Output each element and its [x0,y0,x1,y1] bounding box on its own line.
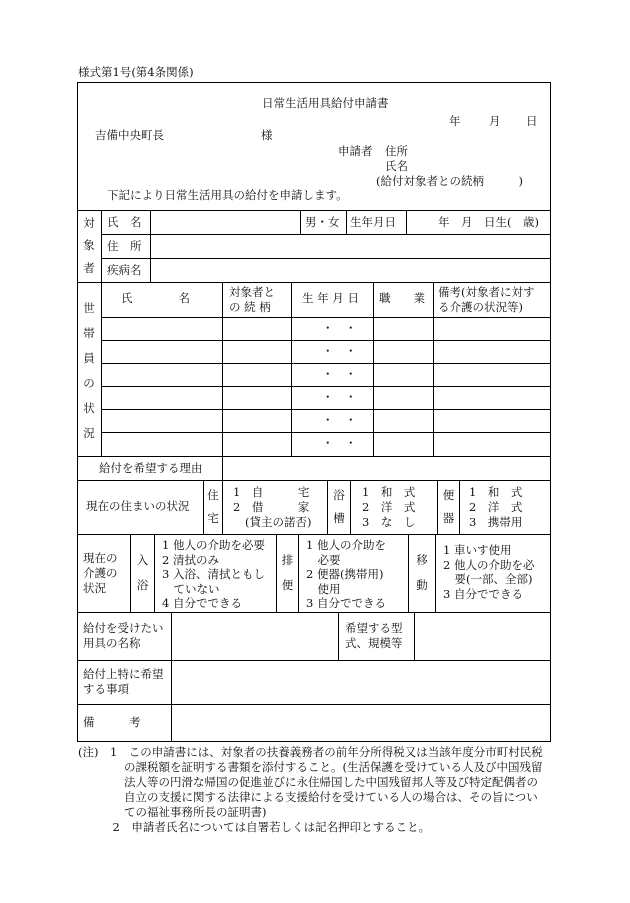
housing-toilet-options: 1 和 式 2 洋 式 3 携帯用 [469,485,523,529]
care-label: 現在の 介護の 状況 [83,551,118,595]
housing-bath-side: 浴 槽 [333,487,345,525]
subject-address-label: 住 所 [107,239,142,253]
household-row-birth: ・ ・ [322,436,357,450]
housing-label: 現在の住まいの状況 [86,499,190,513]
care-excrete-side: 排 便 [281,552,294,592]
remarks-label: 備 考 [83,715,141,729]
household-row-birth: ・ ・ [322,390,357,404]
date-day: 日 [526,114,538,128]
housing-house-side: 住 宅 [207,487,219,525]
applicant-label: 申請者 [338,144,373,158]
special-request-label: 給付上特に希望 する事項 [83,667,164,696]
subject-birth-label: 生年月日 [350,215,396,229]
applicant-name-label: 氏名 [385,159,408,173]
addressee: 吉備中央町長 [95,128,164,142]
subject-birth-value: 年 月 日生( 歳) [438,215,539,229]
household-row-birth: ・ ・ [322,413,357,427]
household-row-birth: ・ ・ [322,321,357,335]
form-title: 日常生活用具給付申請書 [262,96,389,110]
equipment-spec-label: 希望する型 式、規模等 [345,621,403,650]
care-move-options: 1 車いす使用 2 他人の介助を必 要(一部、全部) 3 自分でできる [443,543,535,601]
household-col-birth: 生 年 月 日 [302,291,359,305]
care-bath-side: 入 浴 [136,552,149,592]
date-month: 月 [489,114,501,128]
date-year: 年 [449,114,461,128]
care-bath-options: 1 他人の介助を必要 2 清拭のみ 3 入浴、清拭ともし ていない 4 自分でできる [162,538,265,610]
housing-toilet-side: 便 器 [442,487,455,525]
household-row-birth: ・ ・ [322,344,357,358]
form-label: 様式第1号(第4条関係) [78,65,194,79]
household-side-label: 世 帯 員 の 状 況 [83,300,95,440]
addressee-honorific: 様 [261,128,273,142]
application-statement: 下記により日常生活用具の給付を申請します。 [107,188,348,202]
housing-house-options: 1 自 宅 2 借 家 (貸主の諾否) [233,485,312,529]
reason-label: 給付を希望する理由 [99,461,203,475]
applicant-relation-label: (給付対象者との続柄 ) [376,174,523,188]
footnotes: (注) 1 この申請書には、対象者の扶養義務者の前年分所得税又は当該年度分市町村民税 の課税額を証明する書類を添付すること。(生活保護を受けている人及び中国残留 法人等の円滑な帰国の促進並びに永住帰国した中国残留邦人等及び特定配偶者の 自立の支援に関する法律による支援給付を受けている人の場合は、その旨につい ての福祉事務所長の証明書) 2 申請者氏名については自署若しくは記名押印とすること。 [78,745,543,834]
household-col-job: 職 業 [379,291,425,305]
subject-disease-label: 疾病名 [107,263,142,277]
care-move-side: 移 動 [416,552,428,592]
subject-sex-options: 男・女 [305,215,340,229]
subject-name-label: 氏 名 [107,215,142,229]
equipment-name-label: 給付を受けたい 用具の名称 [83,621,164,650]
applicant-address-label: 住所 [385,144,408,158]
household-col-note: 備考(対象者に対す る介護の状況等) [438,285,535,314]
household-row-birth: ・ ・ [322,367,357,381]
household-col-name: 氏 名 [121,291,190,305]
care-excrete-options: 1 他人の介助を 必要 2 便器(携帯用) 使用 3 自分でできる [306,538,386,610]
subject-side-label: 対 象 者 [83,215,95,275]
housing-bath-options: 1 和 式 2 洋 式 3 な し [362,485,416,529]
household-col-relation: 対象者と の 続 柄 [229,285,275,314]
